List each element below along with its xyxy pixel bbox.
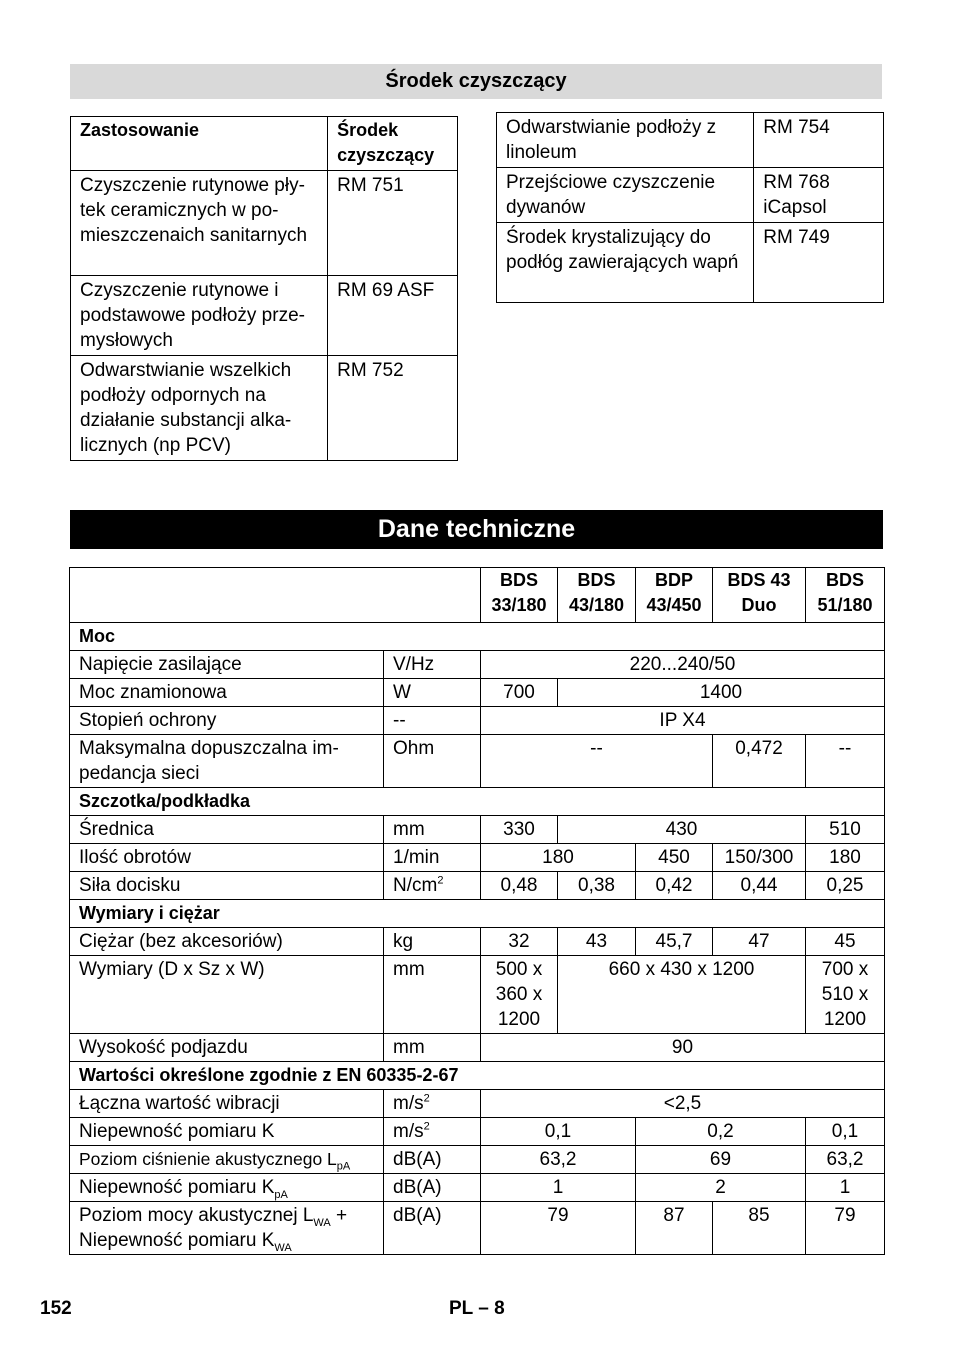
row-value: 63,2 [481, 1146, 636, 1174]
table-row [70, 1090, 885, 1118]
row-value: -- [481, 735, 713, 788]
row-value: 330 [481, 816, 558, 844]
page-language-footer [449, 1298, 505, 1320]
model-header: BDS 43/180 [558, 568, 636, 623]
table-row [71, 171, 458, 276]
row-value: 87 [636, 1202, 713, 1255]
section-heading: Szczotka/podkładka [70, 788, 885, 816]
row-unit: W [384, 679, 481, 707]
unit-superscript: 2 [437, 874, 444, 887]
section-title-cleaner: Środek czyszczący [70, 64, 882, 99]
row-unit [384, 872, 481, 900]
section-heading: Wartości określone zgodnie z EN 60335-2-67 [70, 1062, 885, 1090]
model-header: BDS 33/180 [481, 568, 558, 623]
row-value: 510 [806, 816, 885, 844]
row-value: 500 x 360 x 1200 [481, 956, 558, 1034]
table-row [70, 1202, 885, 1255]
cleaner-table-right [496, 112, 884, 303]
row-label: Niepewność pomiaru K [70, 1118, 384, 1146]
row-unit: dB(A) [384, 1146, 481, 1174]
unit-text: m/s [393, 1121, 424, 1142]
header-cleaner: Środek czyszczący [328, 117, 458, 171]
row-value: <2,5 [481, 1090, 885, 1118]
row-value: 32 [481, 928, 558, 956]
row-value: 180 [481, 844, 636, 872]
model-header: BDS 43 Duo [713, 568, 806, 623]
table-cell: RM 768 iCapsol [754, 168, 884, 223]
row-unit [384, 1118, 481, 1146]
row-label: Moc znamionowa [70, 679, 384, 707]
page-number: 152 [40, 1298, 72, 1319]
label-subscript: WA [274, 1241, 292, 1254]
row-unit: mm [384, 1034, 481, 1062]
row-value: 0,42 [636, 872, 713, 900]
row-value: 180 [806, 844, 885, 872]
row-value: IP X4 [481, 707, 885, 735]
row-value: 0,1 [481, 1118, 636, 1146]
table-row [497, 168, 884, 223]
label-text: Poziom ciśnienie akustycznego L [79, 1149, 337, 1169]
row-value: -- [806, 735, 885, 788]
unit-text: N/cm [393, 875, 438, 896]
row-value: 0,472 [713, 735, 806, 788]
table-row [70, 844, 885, 872]
section-heading: Wymiary i ciężar [70, 900, 885, 928]
row-value: 0,2 [636, 1118, 806, 1146]
label-text: Niepewność pomiaru K [79, 1230, 275, 1251]
table-row [70, 679, 885, 707]
row-label: Łączna wartość wibracji [70, 1090, 384, 1118]
row-unit: V/Hz [384, 651, 481, 679]
row-value: 0,48 [481, 872, 558, 900]
section-row [70, 623, 885, 651]
row-value: 45,7 [636, 928, 713, 956]
row-value: 700 x 510 x 1200 [806, 956, 885, 1034]
row-value: 450 [636, 844, 713, 872]
table-cell: Czyszczenie rutynowe pły-tek ceramicznych w po-mieszczenaich sanitarnych [71, 171, 328, 276]
tech-data-table [69, 567, 885, 1255]
row-unit: Ohm [384, 735, 481, 788]
table-row [70, 928, 885, 956]
table-row [70, 872, 885, 900]
section-page: – 8 [478, 1298, 505, 1319]
row-label: Wymiary (D x Sz x W) [70, 956, 384, 1034]
row-unit: dB(A) [384, 1174, 481, 1202]
row-unit: -- [384, 707, 481, 735]
table-row [70, 816, 885, 844]
row-unit: 1/min [384, 844, 481, 872]
row-value: 1 [806, 1174, 885, 1202]
unit-text: m/s [393, 1093, 424, 1114]
model-header: BDS 51/180 [806, 568, 885, 623]
section-row [70, 788, 885, 816]
table-cell: Przejściowe czyszczenie dywanów [497, 168, 754, 223]
row-label: Wysokość podjazdu [70, 1034, 384, 1062]
table-row [70, 1146, 885, 1174]
row-unit: kg [384, 928, 481, 956]
section-row [70, 1062, 885, 1090]
table-row [70, 1034, 885, 1062]
table-row [497, 223, 884, 303]
row-label: Maksymalna dopuszczalna im-pedancja sieci [70, 735, 384, 788]
row-value: 0,25 [806, 872, 885, 900]
row-value: 79 [806, 1202, 885, 1255]
label-subscript: WA [313, 1216, 331, 1229]
section-heading: Moc [70, 623, 885, 651]
row-unit: mm [384, 956, 481, 1034]
table-row [497, 113, 884, 168]
table-row [70, 707, 885, 735]
row-label: Napięcie zasilające [70, 651, 384, 679]
row-label: Średnica [70, 816, 384, 844]
label-subscript: pA [336, 1160, 351, 1173]
table-cell: RM 754 [754, 113, 884, 168]
row-unit: dB(A) [384, 1202, 481, 1255]
table-row [71, 276, 458, 356]
cleaner-table-left [70, 116, 458, 461]
model-header: BDP 43/450 [636, 568, 713, 623]
table-row [70, 651, 885, 679]
row-value: 43 [558, 928, 636, 956]
row-value: 79 [481, 1202, 636, 1255]
language-code: PL [449, 1298, 473, 1319]
row-value: 700 [481, 679, 558, 707]
row-value: 0,1 [806, 1118, 885, 1146]
table-cell: Środek krystalizujący do podłóg zawierających wapń [497, 223, 754, 303]
label-text: Niepewność pomiaru K [79, 1177, 275, 1198]
table-row [70, 1118, 885, 1146]
row-value: 47 [713, 928, 806, 956]
row-value: 2 [636, 1174, 806, 1202]
row-value: 0,44 [713, 872, 806, 900]
row-unit: mm [384, 816, 481, 844]
unit-superscript: 2 [423, 1120, 430, 1133]
section-title-tech: Dane techniczne [70, 510, 883, 549]
row-label [70, 1174, 384, 1202]
row-label: Ciężar (bez akcesoriów) [70, 928, 384, 956]
table-row [71, 356, 458, 461]
label-text: Poziom mocy akustycznej L [79, 1205, 314, 1226]
row-label [70, 1202, 384, 1255]
label-plus: + [330, 1205, 348, 1226]
row-value: 0,38 [558, 872, 636, 900]
row-value: 1 [481, 1174, 636, 1202]
table-row [70, 956, 885, 1034]
row-value: 45 [806, 928, 885, 956]
label-subscript: pA [274, 1188, 288, 1201]
table-cell: RM 752 [328, 356, 458, 461]
row-value: 85 [713, 1202, 806, 1255]
table-cell: Odwarstwianie podłoży z linoleum [497, 113, 754, 168]
row-value: 90 [481, 1034, 885, 1062]
row-label: Ilość obrotów [70, 844, 384, 872]
row-value: 150/300 [713, 844, 806, 872]
row-value: 660 x 430 x 1200 [558, 956, 806, 1034]
row-value: 1400 [558, 679, 885, 707]
row-label [70, 1146, 384, 1174]
row-value: 220...240/50 [481, 651, 885, 679]
header-application: Zastosowanie [71, 117, 328, 171]
unit-superscript: 2 [423, 1092, 430, 1105]
table-cell: Czyszczenie rutynowe i podstawowe podłoży prze-mysłowych [71, 276, 328, 356]
table-cell: Odwarstwianie wszelkich podłoży odpornych na działanie substancji alka-licznych (np PCV) [71, 356, 328, 461]
header-empty [70, 568, 481, 623]
table-cell: RM 69 ASF [328, 276, 458, 356]
table-row [70, 735, 885, 788]
row-label: Stopień ochrony [70, 707, 384, 735]
table-cell: RM 749 [754, 223, 884, 303]
table-header-row [71, 117, 458, 171]
row-value: 63,2 [806, 1146, 885, 1174]
row-value: 69 [636, 1146, 806, 1174]
table-row [70, 1174, 885, 1202]
section-row [70, 900, 885, 928]
row-unit [384, 1090, 481, 1118]
row-value: 430 [558, 816, 806, 844]
row-label: Siła docisku [70, 872, 384, 900]
table-cell: RM 751 [328, 171, 458, 276]
table-header-row [70, 568, 885, 623]
